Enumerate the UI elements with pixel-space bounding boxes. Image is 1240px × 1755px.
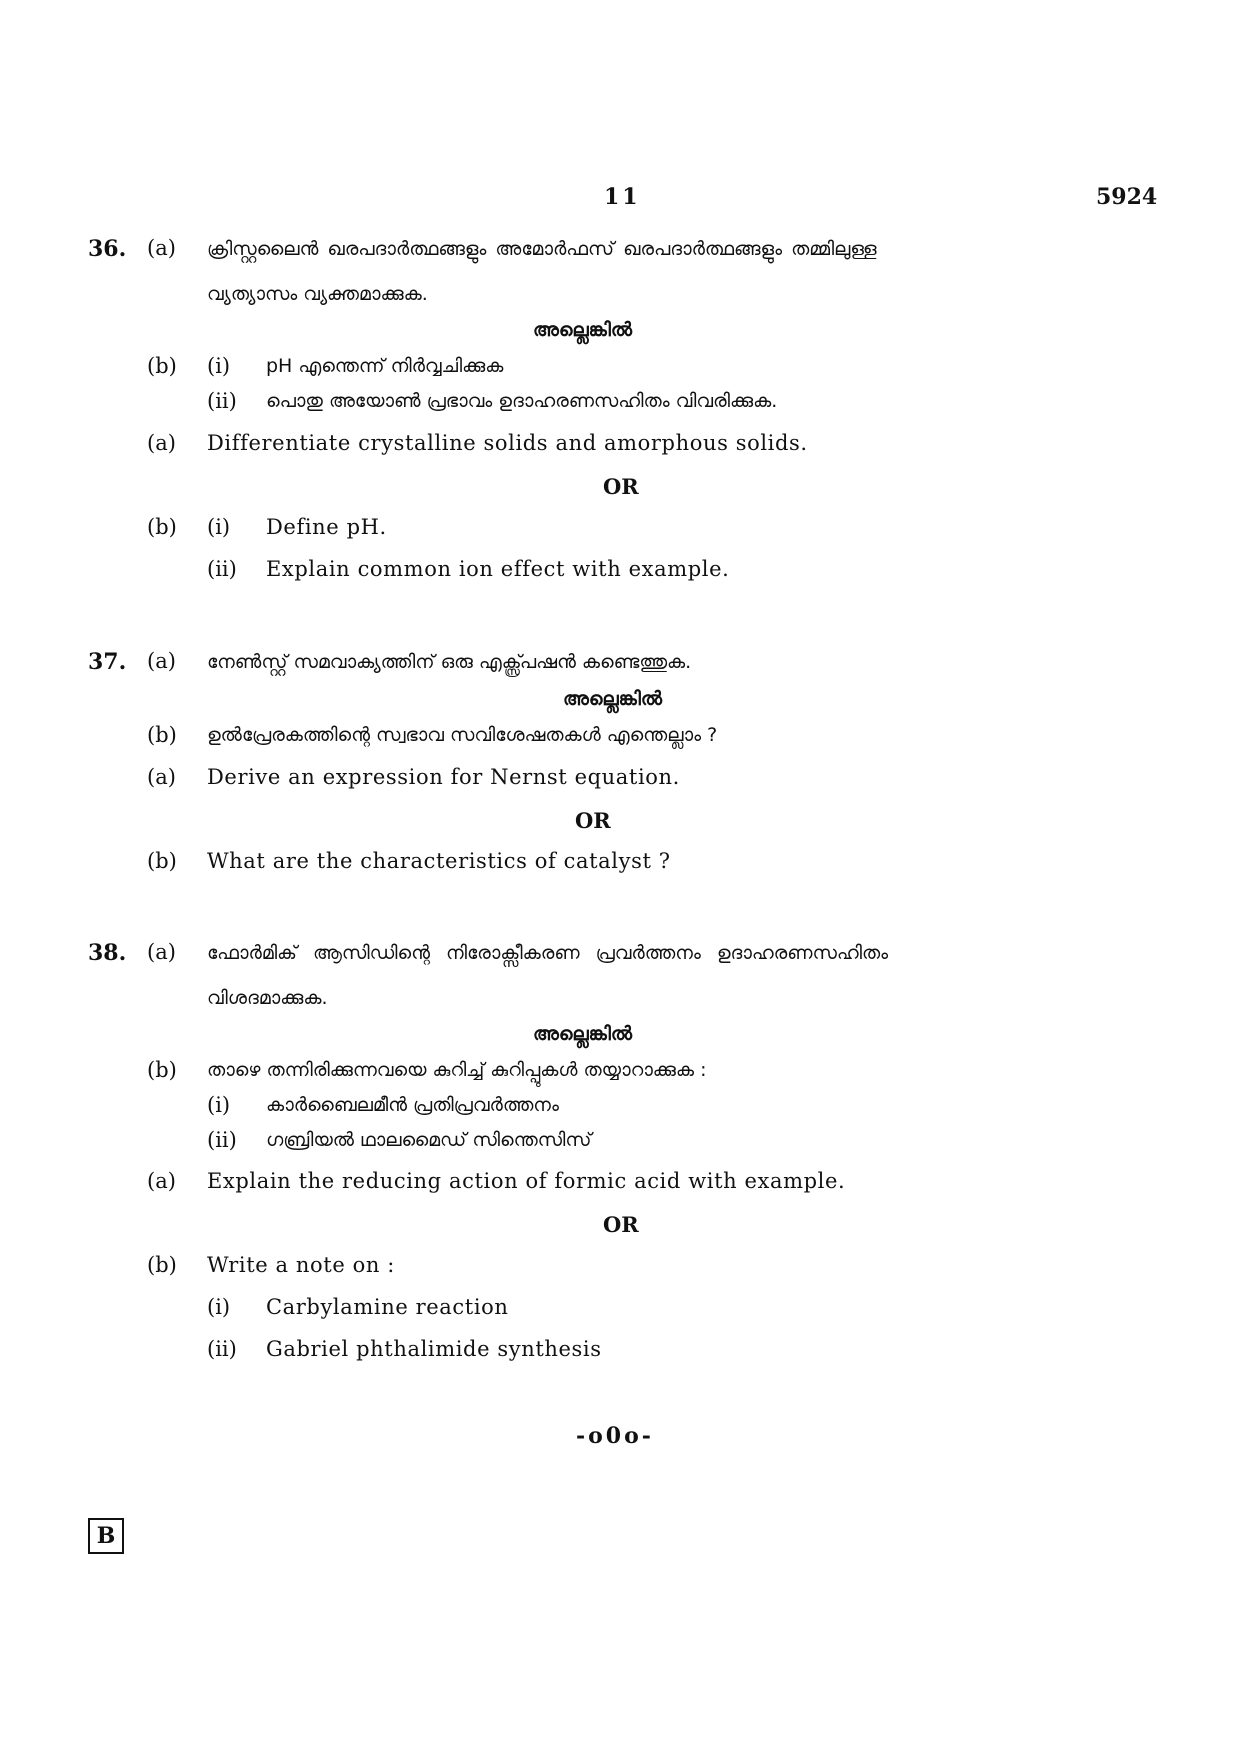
q37-label-a-en: (a) (147, 765, 176, 789)
question-number-37: 37. (88, 649, 127, 675)
q37-label-a-ml: (a) (147, 649, 176, 673)
q38-label-b-ml: (b) (147, 1058, 177, 1082)
q38-or-english: OR (603, 1212, 639, 1237)
page-number: 11 (604, 184, 641, 210)
q37-label-b-ml: (b) (147, 723, 177, 747)
end-of-paper-mark: -o0o- (576, 1423, 654, 1449)
q38-or-malayalam: അല്ലെങ്കിൽ (533, 1023, 633, 1045)
q36-b-i-english: Define pH. (266, 515, 387, 539)
q38-b-malayalam: താഴെ തന്നിരിക്കുന്നവയെ കുറിച്ച് കുറിപ്പുകൾ തയ്യാറാക്കുക : (207, 1059, 707, 1081)
question-number-36: 36. (88, 236, 127, 262)
q38-b-ii-malayalam: ഗബ്രിയൽ ഥാലമൈഡ് സിന്തെസിസ് (266, 1129, 592, 1151)
q37-a-malayalam: നേൺസ്റ്റ് സമവാക്യത്തിന് ഒരു എക്സ്പ്രഷൻ കണ്ടെത്തുക. (207, 651, 692, 673)
q38-b-i-malayalam: കാർബൈലമീൻ പ്രതിപ്രവർത്തനം (266, 1094, 559, 1116)
q36-a-malayalam-line1: ക്രിസ്റ്റലൈൻ ഖരപദാർത്ഥങ്ങളും അമോർഫസ് ഖരപദാർത്ഥങ്ങളും തമ്മിലുള്ള (207, 238, 877, 260)
q38-a-malayalam-line2: വിശദമാക്കുക. (207, 987, 328, 1009)
q36-b-i-malayalam: pH എന്തെന്ന് നിർവ്വചിക്കുക (266, 355, 504, 377)
paper-code: 5924 (1096, 184, 1158, 210)
q36-label-b-en: (b) (147, 515, 177, 539)
q36-or-english: OR (603, 474, 639, 499)
q38-label-a-ml: (a) (147, 940, 176, 964)
q38-label-b-ii-en: (ii) (207, 1337, 237, 1361)
q36-b-ii-malayalam: പൊതു അയോൺ പ്രഭാവം ഉദാഹരണസഹിതം വിവരിക്കുക. (266, 390, 778, 412)
q36-label-a-ml: (a) (147, 236, 176, 260)
q37-b-english: What are the characteristics of catalyst ? (207, 849, 671, 873)
q38-b-i-english: Carbylamine reaction (266, 1295, 509, 1319)
question-number-38: 38. (88, 940, 127, 966)
q38-a-english: Explain the reducing action of formic acid with example. (207, 1169, 846, 1193)
q37-label-b-en: (b) (147, 849, 177, 873)
q38-label-b-i-ml: (i) (207, 1093, 231, 1117)
q38-label-b-en: (b) (147, 1253, 177, 1277)
series-code-box: B (88, 1518, 124, 1554)
q38-b-ii-english: Gabriel phthalimide synthesis (266, 1337, 602, 1361)
q38-label-b-ii-ml: (ii) (207, 1128, 237, 1152)
q38-label-a-en: (a) (147, 1169, 176, 1193)
q37-or-malayalam: അല്ലെങ്കിൽ (563, 688, 663, 710)
q36-label-b-ml: (b) (147, 354, 177, 378)
q38-a-malayalam-line1: ഫോർമിക് ആസിഡിന്റെ നിരോക്സീകരണ പ്രവർത്തനം ഉദാഹരണസഹിതം (207, 942, 889, 964)
q36-or-malayalam: അല്ലെങ്കിൽ (533, 319, 633, 341)
q37-a-english: Derive an expression for Nernst equation. (207, 765, 680, 789)
q36-b-ii-english: Explain common ion effect with example. (266, 557, 730, 581)
q36-label-b-i-en: (i) (207, 515, 231, 539)
q36-label-b-ii-ml: (ii) (207, 389, 237, 413)
q36-a-english: Differentiate crystalline solids and amorphous solids. (207, 431, 808, 455)
q36-label-b-i-ml: (i) (207, 354, 231, 378)
q36-label-a-en: (a) (147, 431, 176, 455)
q38-b-english: Write a note on : (207, 1253, 395, 1277)
q38-label-b-i-en: (i) (207, 1295, 231, 1319)
q37-or-english: OR (575, 808, 611, 833)
q36-a-malayalam-line2: വ്യത്യാസം വ്യക്തമാക്കുക. (207, 283, 428, 305)
q36-label-b-ii-en: (ii) (207, 557, 237, 581)
q37-b-malayalam: ഉൽപ്രേരകത്തിന്റെ സ്വഭാവ സവിശേഷതകൾ എന്തെല്ലാം ? (207, 724, 718, 746)
